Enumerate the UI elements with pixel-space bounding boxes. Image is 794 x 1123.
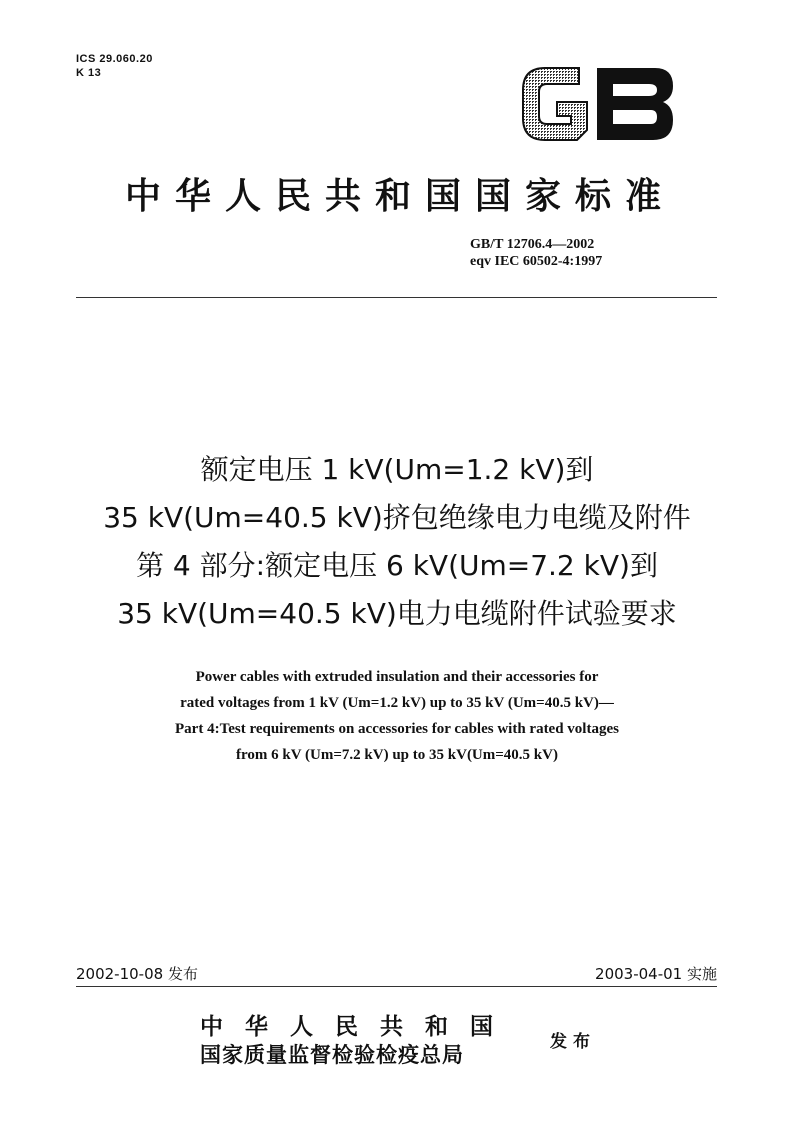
- organization-title: 中华人民共和国国家标准: [124, 176, 675, 217]
- issuer-block: [200, 1013, 540, 1069]
- issue-date: 2002-10-08 发布: [76, 965, 198, 983]
- ccs-code: K 13: [76, 67, 102, 79]
- english-title-line-3: Part 4:Test requirements on accessories for cables with rated voltages: [175, 721, 619, 737]
- english-title-line-2: rated voltages from 1 kV (Um=1.2 kV) up to 35 kV (Um=40.5 kV)—: [180, 695, 614, 711]
- chinese-title: [40, 446, 754, 638]
- standard-number: GB/T 12706.4—2002: [470, 237, 595, 252]
- standard-number-block: [470, 236, 700, 270]
- english-title-line-4: from 6 kV (Um=7.2 kV) up to 35 kV(Um=40.5 kV): [236, 747, 558, 763]
- chinese-title-line-1: 额定电压 1 kV(Um=1.2 kV)到: [200, 453, 594, 486]
- bottom-divider: [76, 986, 717, 987]
- english-title-line-1: Power cables with extruded insulation and their accessories for: [195, 669, 599, 685]
- standard-equivalence: eqv IEC 60502-4:1997: [470, 254, 603, 269]
- chinese-title-line-2: 35 kV(Um=40.5 kV)挤包绝缘电力电缆及附件: [103, 501, 691, 534]
- issuer-agency: 国家质量监督检验检疫总局: [200, 1043, 464, 1067]
- ics-code: ICS 29.060.20: [76, 53, 153, 65]
- chinese-title-line-4: 35 kV(Um=40.5 kV)电力电缆附件试验要求: [117, 597, 677, 630]
- classification-codes: [76, 52, 153, 80]
- effective-date: 2003-04-01 实施: [595, 965, 717, 983]
- logo-text: [677, 62, 678, 63]
- gb-logo: [517, 62, 677, 146]
- english-title: [60, 664, 734, 768]
- gb-logo-icon: [517, 62, 677, 146]
- chinese-title-line-3: 第 4 部分:额定电压 6 kV(Um=7.2 kV)到: [136, 549, 658, 582]
- top-divider: [76, 297, 717, 298]
- issuer-country: 中华人民共和国: [200, 1014, 515, 1040]
- issue-action: 发布: [550, 1032, 596, 1052]
